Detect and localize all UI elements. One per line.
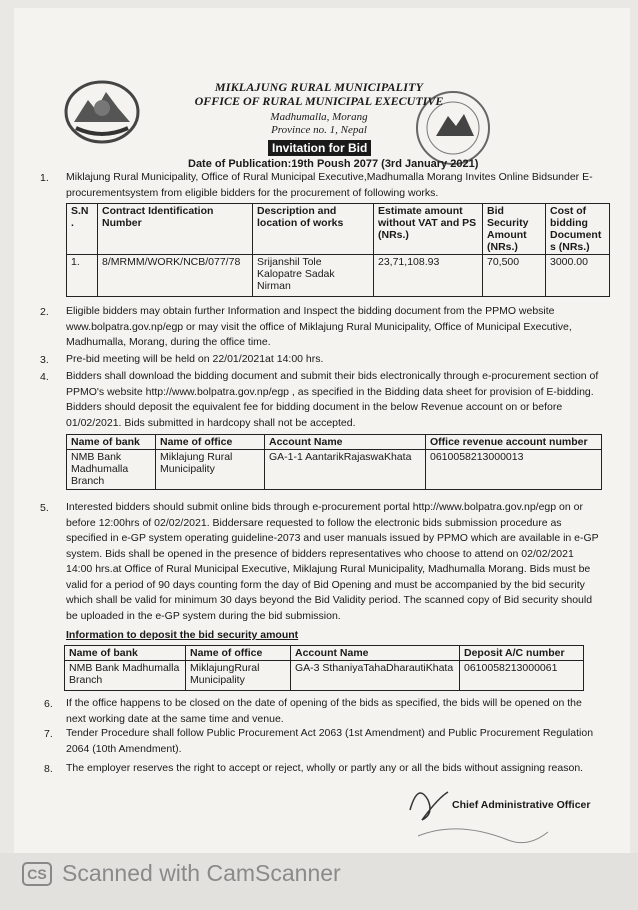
invitation-title: Invitation for Bid [268, 140, 371, 156]
item-number-5: 5. [40, 502, 49, 514]
th-bank-2: Name of bank [65, 646, 186, 661]
publication-date: Date of Publication:19th Poush 2077 (3rd January 2021) [188, 158, 479, 170]
th-revenue-account: Office revenue account number [426, 435, 602, 450]
bid-security-heading: Information to deposit the bid security amount [66, 629, 299, 641]
item-number-6: 6. [44, 698, 53, 710]
item-number-7: 7. [44, 728, 53, 740]
item-8-text: The employer reserves the right to accept or reject, wholly or partly any or all the bids without assigning reason. [66, 762, 584, 774]
th-bank: Name of bank [67, 435, 156, 450]
cell-office-2: MiklajungRural Municipality [186, 661, 291, 691]
item-7-text: Tender Procedure shall follow Public Procurement Act 2063 (1st Amendment) and Public Procurement Regulation 2064 (10th Amendment). [66, 727, 594, 755]
th-estimate: Estimate amount without VAT and PS (NRs.) [374, 204, 483, 255]
bid-security-table [64, 645, 584, 691]
cell-office: Miklajung Rural Municipality [156, 450, 265, 490]
office-name: OFFICE OF RURAL MUNICIPAL EXECUTIVE [194, 94, 444, 108]
cell-account-name-2: GA-3 SthaniyaTahaDharautiKhata [291, 661, 460, 691]
item-3-text: Pre-bid meeting will be held on 22/01/2021at 14:00 hrs. [66, 353, 324, 365]
item-number-3: 3. [40, 354, 49, 366]
item-number-1: 1. [40, 172, 49, 184]
item-5-text: Interested bidders should submit online bids through e-procurement portal http://www.bolpatra.gov.np/egp on or before 12:00hrs of 02/02/2021. Biddersare requested to follow the electronic bids submission procedure as specified in e-GP system operating guideline-2073 and user manuals issued by PPMO which are available in e-GP system. Bids shall be opened in the presence of bidders representatives who choose to attend on 02/02/2021 14:00 hrs.at Office of Rural Municipal Executive, Miklajung Rural Municipality, Madhumalla Morang. Bids must be valid for a period of 90 days counting form the day of Bid Opening and must be accompanied by the bid security which shall be valid for minimum 30 days beyond the Bid Validity period. The scanned copy of Bid security should be uploaded in the e-GP system during the bid submission. [66, 501, 599, 622]
th-description: Description and location of works [253, 204, 374, 255]
item-2-text: Eligible bidders may obtain further Information and Inspect the bidding document from the PPMO website www.bolpatra.gov.np/egp or may visit the office of Miklajung Rural Municipality, Office of Municipal Executive, Madhumalla, Morang, during the office time. [66, 305, 572, 348]
cell-sn: 1. [67, 255, 98, 297]
item-number-4: 4. [40, 371, 49, 383]
item-1-text: Miklajung Rural Municipality, Office of Rural Municipal Executive,Madhumalla Morang Invites Online Bidsunder E-procurementsystem from eligible bidders for the procurement of following works. [66, 171, 593, 199]
item-number-2: 2. [40, 306, 49, 318]
scanner-watermark-text: Scanned with CamScanner [62, 860, 341, 886]
cell-contract-id: 8/MRMM/WORK/NCB/077/78 [98, 255, 253, 297]
province-line: Province no. 1, Nepal [271, 124, 367, 136]
cell-deposit-account: 0610058213000061 [460, 661, 584, 691]
cell-account-name: GA-1-1 AantarikRajaswaKhata [265, 450, 426, 490]
th-sn: S.N . [67, 204, 98, 255]
item-6-text: If the office happens to be closed on the date of opening of the bids as specified, the bids will be opened on the next working date at the same time and venue. [66, 697, 582, 725]
signatory-title: Chief Administrative Officer [452, 799, 591, 811]
cell-doc-cost: 3000.00 [546, 255, 610, 297]
th-office-2: Name of office [186, 646, 291, 661]
th-account-name-2: Account Name [291, 646, 460, 661]
works-table [66, 203, 610, 297]
revenue-account-table [66, 434, 602, 490]
item-number-8: 8. [44, 763, 53, 775]
cell-estimate: 23,71,108.93 [374, 255, 483, 297]
th-contract-id: Contract Identification Number [98, 204, 253, 255]
item-4-text: Bidders shall download the bidding document and submit their bids electronically through e-procurement section of PPMO's website http://www.bolpatra.gov.np/egp , as specified in the Bidding data sheet for provision of E-bidding. Bidders should deposit the equivalent fee for bidding document in the below Revenue account on or before 01/02/2021. Bids submitted in hardcopy shall not be accepted. [66, 370, 599, 429]
cell-description: Srijanshil Tole Kalopatre Sadak Nirman [253, 255, 374, 297]
th-doc-cost: Cost of bidding Document s (NRs.) [546, 204, 610, 255]
cell-revenue-account: 0610058213000013 [426, 450, 602, 490]
municipality-name: MIKLAJUNG RURAL MUNICIPALITY [214, 80, 424, 94]
th-deposit-account: Deposit A/C number [460, 646, 584, 661]
cell-bank-2: NMB Bank Madhumalla Branch [65, 661, 186, 691]
address-line: Madhumalla, Morang [270, 111, 368, 123]
camscanner-logo: CS [22, 862, 52, 886]
th-bid-security: Bid Security Amount (NRs.) [483, 204, 546, 255]
th-account-name: Account Name [265, 435, 426, 450]
th-office: Name of office [156, 435, 265, 450]
cell-bid-security: 70,500 [483, 255, 546, 297]
cell-bank: NMB Bank Madhumalla Branch [67, 450, 156, 490]
